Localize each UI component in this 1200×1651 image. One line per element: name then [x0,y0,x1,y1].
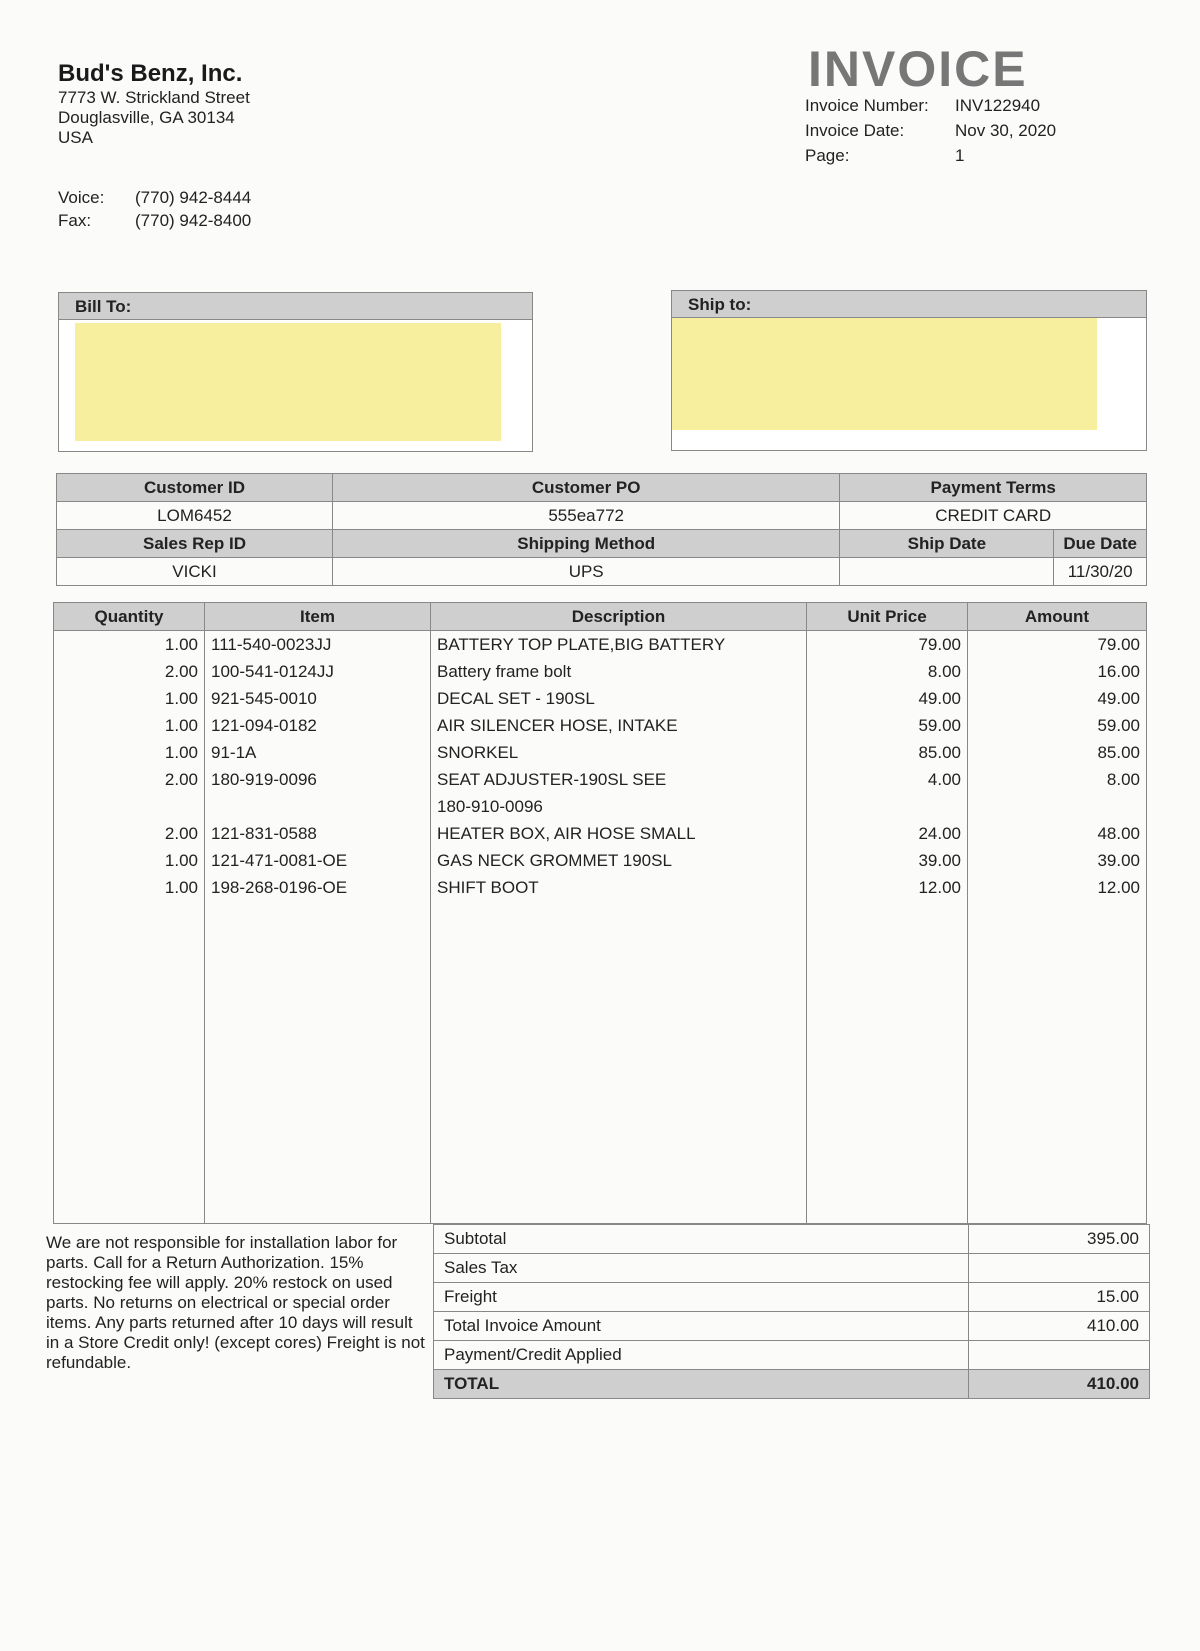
item-description: SEAT ADJUSTER-190SL SEE [431,766,807,793]
table-row [54,793,1147,820]
item-quantity: 1.00 [54,685,205,712]
invoice-date-label: Invoice Date: [805,121,905,140]
item-unit-price: 12.00 [807,874,968,901]
item-number [205,793,431,820]
due-date-header: Due Date [1054,530,1147,558]
item-description: BATTERY TOP PLATE,BIG BATTERY [431,631,807,659]
totals-label: Subtotal [434,1225,969,1254]
customer-id-header: Customer ID [57,474,333,502]
company-address-line-2: Douglasville, GA 30134 [58,108,235,127]
item-description: SNORKEL [431,739,807,766]
totals-value: 410.00 [969,1370,1150,1399]
shipping-method-value: UPS [333,558,840,586]
item-quantity: 1.00 [54,631,205,659]
totals-row [434,1370,1150,1399]
totals-label: Total Invoice Amount [434,1312,969,1341]
company-address-line-3: USA [58,128,93,147]
item-quantity: 2.00 [54,766,205,793]
item-number: 198-268-0196-OE [205,874,431,901]
totals-value [969,1254,1150,1283]
item-amount: 59.00 [968,712,1147,739]
fax-label: Fax: [58,211,92,230]
item-amount: 8.00 [968,766,1147,793]
totals-value: 15.00 [969,1283,1150,1312]
ship-to-header: Ship to: [671,290,1147,318]
due-date-value: 11/30/20 [1054,558,1147,586]
table-row [54,766,1147,793]
table-row [54,631,1147,659]
totals-row [434,1254,1150,1283]
item-amount [968,793,1147,820]
payment-terms-value: CREDIT CARD [840,502,1147,530]
item-unit-price [807,793,968,820]
item-amount: 49.00 [968,685,1147,712]
sales-rep-value: VICKI [57,558,333,586]
totals-label: Sales Tax [434,1254,969,1283]
item-unit-price: 79.00 [807,631,968,659]
ship-to-redaction [672,318,1097,430]
description-header: Description [431,603,807,631]
invoice-number-label: Invoice Number: [805,96,929,115]
totals-row [434,1283,1150,1312]
fax-number: (770) 942-8400 [135,211,252,230]
blank-cell [807,901,968,1224]
item-amount: 79.00 [968,631,1147,659]
bill-to-redaction [75,323,501,441]
item-quantity: 1.00 [54,847,205,874]
item-description: 180-910-0096 [431,793,807,820]
item-quantity: 1.00 [54,712,205,739]
item-quantity: 2.00 [54,820,205,847]
item-description: SHIFT BOOT [431,874,807,901]
blank-cell [54,901,205,1224]
unit-price-header: Unit Price [807,603,968,631]
item-amount: 85.00 [968,739,1147,766]
table-row [54,820,1147,847]
item-description: GAS NECK GROMMET 190SL [431,847,807,874]
item-unit-price: 8.00 [807,658,968,685]
totals-row [434,1341,1150,1370]
shipping-method-header: Shipping Method [333,530,840,558]
totals-table [433,1224,1150,1399]
bill-to-header: Bill To: [58,292,533,320]
company-name: Bud's Benz, Inc. [58,60,243,87]
totals-value [969,1341,1150,1370]
item-unit-price: 85.00 [807,739,968,766]
item-number: 121-471-0081-OE [205,847,431,874]
totals-label: Freight [434,1283,969,1312]
item-number: 121-831-0588 [205,820,431,847]
item-number: 100-541-0124JJ [205,658,431,685]
table-row [54,847,1147,874]
table-row [54,874,1147,901]
item-number: 180-919-0096 [205,766,431,793]
totals-value: 410.00 [969,1312,1150,1341]
company-address-line-1: 7773 W. Strickland Street [58,88,250,107]
customer-id-value: LOM6452 [57,502,333,530]
item-unit-price: 4.00 [807,766,968,793]
totals-row [434,1225,1150,1254]
item-description: Battery frame bolt [431,658,807,685]
line-items-table [53,602,1147,1224]
page-number: 1 [955,146,965,165]
item-quantity: 1.00 [54,874,205,901]
item-number: 121-094-0182 [205,712,431,739]
ship-to-box [671,318,1147,451]
voice-label: Voice: [58,188,105,207]
item-description: AIR SILENCER HOSE, INTAKE [431,712,807,739]
invoice-title: INVOICE [808,41,1028,97]
item-unit-price: 49.00 [807,685,968,712]
totals-value: 395.00 [969,1225,1150,1254]
item-description: DECAL SET - 190SL [431,685,807,712]
voice-number: (770) 942-8444 [135,188,252,207]
blank-cell [205,901,431,1224]
table-blank-area [54,901,1147,1224]
item-unit-price: 39.00 [807,847,968,874]
blank-cell [431,901,807,1224]
page-label: Page: [805,146,850,165]
item-number: 111-540-0023JJ [205,631,431,659]
item-quantity: 2.00 [54,658,205,685]
customer-info-table [56,473,1147,586]
payment-terms-header: Payment Terms [840,474,1147,502]
quantity-header: Quantity [54,603,205,631]
item-number: 921-545-0010 [205,685,431,712]
totals-row [434,1312,1150,1341]
item-unit-price: 59.00 [807,712,968,739]
sales-rep-header: Sales Rep ID [57,530,333,558]
return-policy-text: We are not responsible for installation labor for parts. Call for a Return Authorization. 15% restocking fee will apply. 20% restock on used parts. No returns on electrical or special order items. Any parts returned after 10 days will result in a Store Credit only! (except cores) Freight is not refundable. [46,1233,425,1372]
totals-label: TOTAL [434,1370,969,1399]
item-amount: 12.00 [968,874,1147,901]
item-number: 91-1A [205,739,431,766]
item-description: HEATER BOX, AIR HOSE SMALL [431,820,807,847]
table-row [54,658,1147,685]
bill-to-box [58,320,533,452]
blank-cell [968,901,1147,1224]
invoice-date: Nov 30, 2020 [955,121,1057,140]
table-row [54,739,1147,766]
item-header: Item [205,603,431,631]
table-row [54,685,1147,712]
invoice-number: INV122940 [955,96,1041,115]
item-quantity: 1.00 [54,739,205,766]
table-row [54,712,1147,739]
totals-label: Payment/Credit Applied [434,1341,969,1370]
item-amount: 39.00 [968,847,1147,874]
item-amount: 16.00 [968,658,1147,685]
ship-date-value [840,558,1054,586]
ship-date-header: Ship Date [840,530,1054,558]
amount-header: Amount [968,603,1147,631]
customer-po-value: 555ea772 [333,502,840,530]
item-quantity [54,793,205,820]
customer-po-header: Customer PO [333,474,840,502]
item-unit-price: 24.00 [807,820,968,847]
item-amount: 48.00 [968,820,1147,847]
